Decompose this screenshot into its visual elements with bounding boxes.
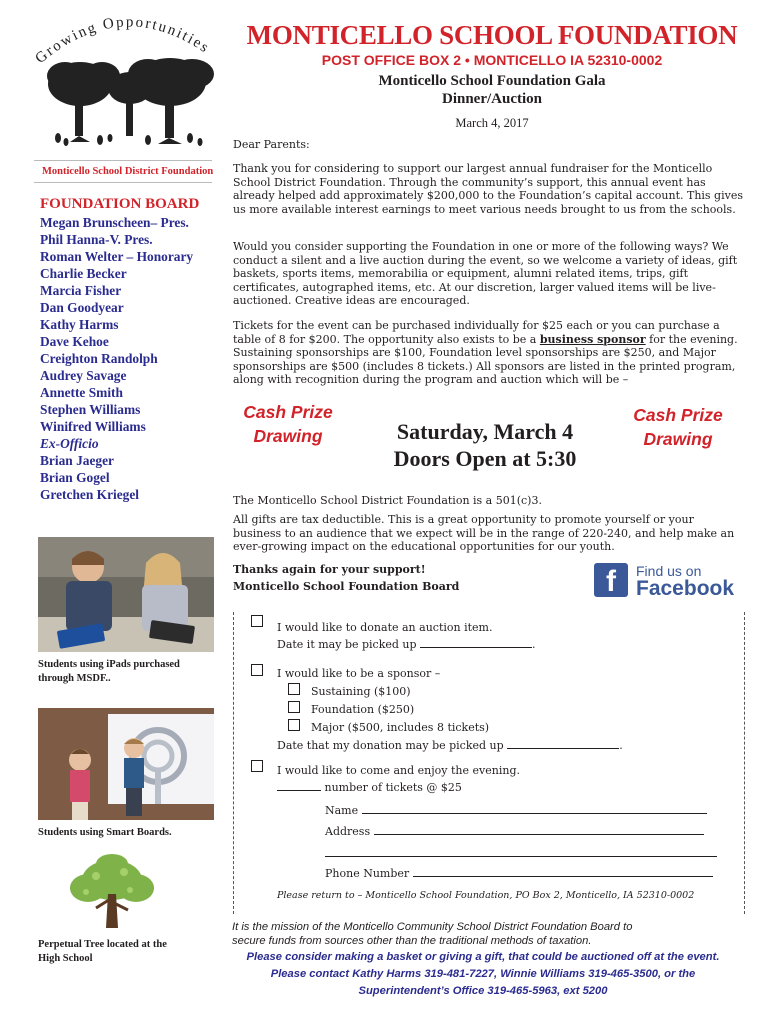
event-day: Saturday, March 4 [396, 419, 574, 444]
attend-option [277, 762, 520, 796]
facebook-find-us: Find us on [636, 563, 702, 579]
signoff-line: Monticello School Foundation Board [233, 580, 460, 593]
phone-field[interactable] [413, 866, 713, 877]
tree-photo-caption [38, 938, 167, 966]
facebook-name: Facebook [636, 577, 735, 600]
ticket-count-label: number of tickets @ $25 [324, 781, 462, 794]
business-sponsor-link: business sponsor [539, 332, 646, 346]
thanks-line: Thanks again for your support! [233, 563, 426, 576]
board-member-list [40, 214, 193, 503]
svg-text:Growing Opportunities [33, 14, 213, 67]
logo-arc-text: Growing Opportunities [32, 14, 213, 67]
donate-pickup-date-field[interactable] [420, 637, 532, 648]
ticket-count-field[interactable] [277, 780, 321, 791]
greeting: Dear Parents: [233, 138, 310, 151]
paragraph-intro: Thank you for considering to support our largest annual fundraiser for the Monticello School District Foundation. Through the community’s support, this annual event has already helped add approximately $200,000 to the Foundation’s capital account. This gives us more available interest earnings to meet various needs brought to us from the schools. [233, 162, 743, 216]
ticket-count-row [277, 779, 520, 796]
board-member: Audrey Savage [40, 368, 127, 383]
address-field-line2[interactable] [325, 856, 717, 857]
ipad-students-photo [38, 537, 214, 652]
donate-item-checkbox[interactable] [251, 615, 263, 627]
ipad-photo-caption [38, 658, 180, 686]
phone-row [325, 865, 713, 882]
tree-logo-icon [30, 14, 220, 154]
paragraph-tax-deductible: All gifts are tax deductible. This is a great opportunity to promote yourself or your business to an audience that we expect will be in the range of 220-240, and help make an ever-growing impact on the educational opportunities for our youth. [233, 513, 735, 554]
address-label: Address [325, 825, 371, 838]
event-title [232, 72, 752, 108]
board-member: Winifred Williams [40, 419, 146, 434]
logo-divider [34, 160, 212, 161]
sustaining-label: Sustaining ($100) [311, 685, 411, 698]
major-label: Major ($500, includes 8 tickets) [311, 721, 490, 734]
board-title: FOUNDATION BOARD [40, 196, 200, 212]
address-row [325, 823, 704, 840]
paragraph-ways-to-support: Would you consider supporting the Foundation in one or more of the following ways? We conduct a silent and a live auction during the event, so we welcome a variety of ideas, gift baskets, sports items, memorabilia or equipment, alumni related items, trips, gift certificates, autographed items, etc. At our discretion, larger valued items will be live-auctioned. Creative ideas are encouraged. [233, 240, 738, 308]
sponsor-label: I would like to be a sponsor – [277, 667, 441, 680]
attend-checkbox[interactable] [251, 760, 263, 772]
tree-caption-line2: High School [38, 953, 93, 964]
name-label: Name [325, 804, 359, 817]
board-member: Dan Goodyear [40, 300, 124, 315]
superintendent-contact: Superintendent’s Office 319-465-5963, ext 5200 [358, 985, 608, 997]
doors-open-time: Doors Open at 5:30 [393, 446, 577, 471]
mission-statement [232, 920, 742, 948]
sponsor-checkbox[interactable] [251, 664, 263, 676]
event-title-line1: Monticello School Foundation Gala [378, 73, 606, 89]
foundation-label: Foundation ($250) [311, 703, 415, 716]
tickets-text-after: for the evening. Sustaining sponsorships are $100, Foundation level sponsorships are $250, and Major sponsorships are $500 (includes 8 tickets.) All sponsors are listed in the printed program, along with recognition during the program and auction which will be – [233, 332, 738, 387]
attend-label: I would like to come and enjoy the evening. [277, 764, 520, 777]
cash-prize-right: Cash Prize Drawing [633, 405, 723, 449]
logo-caption: Monticello School District Foundation [42, 166, 214, 177]
tax-status: The Monticello School District Foundation is a 501(c)3. [233, 494, 542, 507]
perpetual-tree-photo [66, 852, 158, 932]
contact-info: Please contact Kathy Harms 319-481-7227, Winnie Williams 319-465-3500, or the [270, 968, 696, 980]
page-title: MONTICELLO SCHOOL FOUNDATION [246, 20, 738, 50]
board-member: Brian Jaeger [40, 453, 115, 468]
cash-prize-left: Cash Prize Drawing [243, 402, 333, 446]
foundation-logo [30, 14, 220, 154]
board-member: Megan Brunscheen– Pres. [40, 215, 189, 230]
logo-divider-bottom [34, 182, 212, 183]
sponsor-pickup-row: Date that my donation may be picked up . [277, 739, 623, 752]
donate-pickup-label: Date it may be picked up [277, 638, 417, 651]
board-member: Roman Welter – Honorary [40, 249, 194, 264]
tickets-text-before: Tickets for the event can be purchased individually for $25 each or you can purchase a table of 8 for $200. The opportunity also exists to be a [233, 319, 720, 346]
mission-line1: It is the mission of the Monticello Community School District Foundation Board to [232, 921, 633, 933]
facebook-badge[interactable] [594, 560, 734, 600]
name-field[interactable] [362, 803, 707, 814]
sustaining-checkbox[interactable] [288, 683, 300, 695]
paragraph-tickets [233, 319, 743, 387]
board-member: Stephen Williams [40, 402, 141, 417]
letter-date: March 4, 2017 [455, 116, 529, 130]
donate-item-label: I would like to donate an auction item. [277, 621, 493, 634]
address-field[interactable] [374, 824, 704, 835]
ipad-caption-line2: through MSDF.. [38, 673, 111, 684]
donate-pickup-row: Date it may be picked up . [277, 638, 536, 651]
gift-appeal: Please consider making a basket or giving a gift, that could be auctioned off at the event. [246, 951, 720, 963]
board-member: Kathy Harms [40, 317, 119, 332]
phone-label: Phone Number [325, 867, 410, 880]
ex-officio-label: Ex-Officio [40, 436, 99, 451]
board-member: Dave Kehoe [40, 334, 109, 349]
board-member: Phil Hanna-V. Pres. [40, 232, 153, 247]
foundation-checkbox[interactable] [288, 701, 300, 713]
facebook-text [636, 562, 734, 598]
board-member: Brian Gogel [40, 470, 110, 485]
event-schedule [360, 418, 610, 472]
mailing-address: POST OFFICE BOX 2 • MONTICELLO IA 52310-0002 [321, 52, 663, 68]
sponsor-pickup-date-field[interactable] [507, 738, 619, 749]
smartboard-image [38, 708, 214, 820]
smartboard-caption: Students using Smart Boards. [38, 827, 172, 838]
smartboard-students-photo [38, 708, 214, 820]
ipad-caption-line1: Students using iPads purchased [38, 659, 180, 670]
board-member: Charlie Becker [40, 266, 127, 281]
ipad-students-image [38, 537, 214, 652]
tree-caption-line1: Perpetual Tree located at the [38, 939, 167, 950]
major-checkbox[interactable] [288, 719, 300, 731]
name-row [325, 802, 707, 819]
mission-line2: secure funds from sources other than the traditional methods of taxation. [232, 935, 592, 947]
board-member: Gretchen Kriegel [40, 487, 140, 502]
board-member: Creighton Randolph [40, 351, 158, 366]
perpetual-tree-icon [66, 852, 158, 932]
board-member: Marcia Fisher [40, 283, 122, 298]
donate-item-option [277, 619, 536, 653]
board-member: Annette Smith [40, 385, 123, 400]
facebook-icon: f [594, 563, 628, 597]
sponsor-pickup-label: Date that my donation may be picked up [277, 739, 504, 752]
event-title-line2: Dinner/Auction [441, 91, 542, 107]
closing [233, 561, 459, 595]
return-address: Please return to – Monticello School Foundation, PO Box 2, Monticello, IA 52310-0002 [277, 890, 695, 901]
